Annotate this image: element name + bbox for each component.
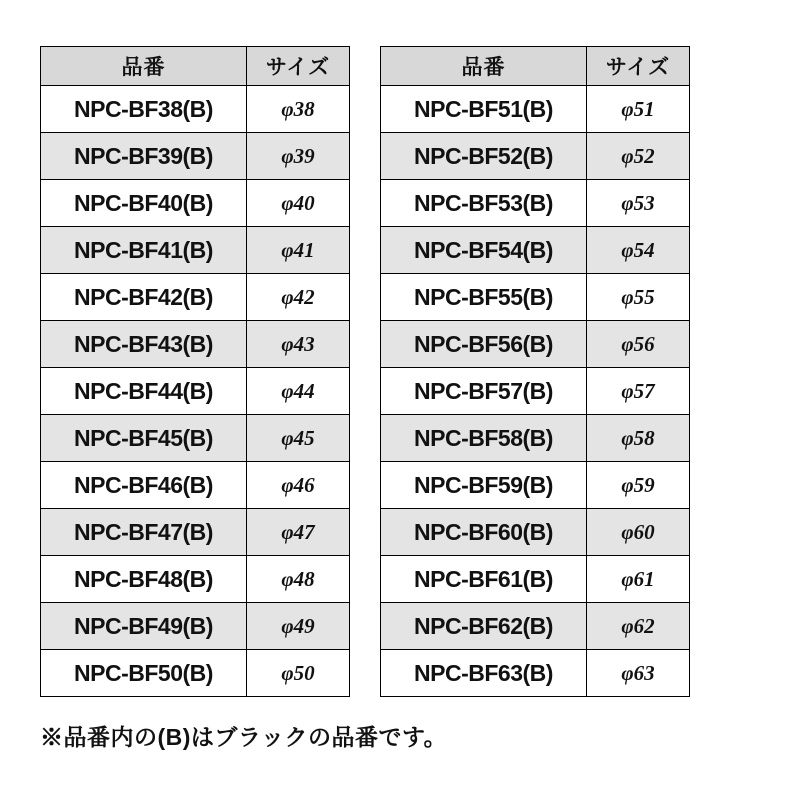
table-row xyxy=(381,180,690,227)
cell-part-number: NPC-BF50(B) xyxy=(41,650,247,697)
table-row xyxy=(41,462,350,509)
cell-size: φ51 xyxy=(587,86,690,133)
cell-size: φ38 xyxy=(247,86,350,133)
cell-part-number: NPC-BF55(B) xyxy=(381,274,587,321)
spec-tables-container xyxy=(40,46,760,697)
cell-part-number: NPC-BF38(B) xyxy=(41,86,247,133)
cell-size: φ39 xyxy=(247,133,350,180)
cell-part-number: NPC-BF58(B) xyxy=(381,415,587,462)
cell-part-number: NPC-BF40(B) xyxy=(41,180,247,227)
cell-part-number: NPC-BF59(B) xyxy=(381,462,587,509)
cell-part-number: NPC-BF63(B) xyxy=(381,650,587,697)
table-row xyxy=(381,368,690,415)
table-row xyxy=(41,86,350,133)
table-row xyxy=(381,556,690,603)
cell-part-number: NPC-BF46(B) xyxy=(41,462,247,509)
cell-part-number: NPC-BF49(B) xyxy=(41,603,247,650)
table-row xyxy=(41,509,350,556)
table-row xyxy=(41,180,350,227)
table-row xyxy=(41,556,350,603)
cell-size: φ40 xyxy=(247,180,350,227)
spec-table-left-header xyxy=(41,47,350,86)
cell-size: φ63 xyxy=(587,650,690,697)
cell-size: φ48 xyxy=(247,556,350,603)
cell-size: φ44 xyxy=(247,368,350,415)
cell-size: φ52 xyxy=(587,133,690,180)
spec-table-left-body xyxy=(41,86,350,697)
cell-size: φ58 xyxy=(587,415,690,462)
spec-table-left xyxy=(40,46,350,697)
cell-size: φ53 xyxy=(587,180,690,227)
table-row xyxy=(41,368,350,415)
spec-table-right-header xyxy=(381,47,690,86)
cell-size: φ59 xyxy=(587,462,690,509)
table-row xyxy=(41,274,350,321)
table-row xyxy=(41,415,350,462)
table-row xyxy=(41,227,350,274)
table-row xyxy=(381,133,690,180)
table-row xyxy=(381,321,690,368)
cell-size: φ56 xyxy=(587,321,690,368)
cell-part-number: NPC-BF47(B) xyxy=(41,509,247,556)
cell-size: φ54 xyxy=(587,227,690,274)
cell-part-number: NPC-BF42(B) xyxy=(41,274,247,321)
cell-size: φ41 xyxy=(247,227,350,274)
cell-size: φ50 xyxy=(247,650,350,697)
cell-part-number: NPC-BF53(B) xyxy=(381,180,587,227)
cell-size: φ47 xyxy=(247,509,350,556)
cell-size: φ61 xyxy=(587,556,690,603)
table-header-row xyxy=(381,47,690,86)
cell-size: φ43 xyxy=(247,321,350,368)
spec-table-right-body xyxy=(381,86,690,697)
cell-part-number: NPC-BF48(B) xyxy=(41,556,247,603)
cell-part-number: NPC-BF61(B) xyxy=(381,556,587,603)
cell-size: φ49 xyxy=(247,603,350,650)
spec-table-right xyxy=(380,46,690,697)
cell-part-number: NPC-BF44(B) xyxy=(41,368,247,415)
cell-part-number: NPC-BF45(B) xyxy=(41,415,247,462)
table-header-row xyxy=(41,47,350,86)
cell-part-number: NPC-BF43(B) xyxy=(41,321,247,368)
footnote: ※品番内の(B)はブラックの品番です。 xyxy=(40,724,448,750)
cell-size: φ45 xyxy=(247,415,350,462)
table-row xyxy=(381,462,690,509)
cell-part-number: NPC-BF39(B) xyxy=(41,133,247,180)
column-header-part-number: 品番 xyxy=(381,47,587,86)
column-header-size: サイズ xyxy=(247,47,350,86)
cell-part-number: NPC-BF51(B) xyxy=(381,86,587,133)
cell-part-number: NPC-BF57(B) xyxy=(381,368,587,415)
cell-size: φ60 xyxy=(587,509,690,556)
cell-size: φ42 xyxy=(247,274,350,321)
table-row xyxy=(381,415,690,462)
table-row xyxy=(381,603,690,650)
cell-part-number: NPC-BF56(B) xyxy=(381,321,587,368)
table-row xyxy=(41,133,350,180)
cell-part-number: NPC-BF41(B) xyxy=(41,227,247,274)
cell-size: φ62 xyxy=(587,603,690,650)
table-row xyxy=(381,650,690,697)
cell-size: φ46 xyxy=(247,462,350,509)
table-row xyxy=(381,274,690,321)
table-row xyxy=(41,321,350,368)
cell-size: φ55 xyxy=(587,274,690,321)
table-row xyxy=(41,603,350,650)
cell-part-number: NPC-BF52(B) xyxy=(381,133,587,180)
table-row xyxy=(41,650,350,697)
cell-size: φ57 xyxy=(587,368,690,415)
cell-part-number: NPC-BF60(B) xyxy=(381,509,587,556)
cell-part-number: NPC-BF54(B) xyxy=(381,227,587,274)
table-row xyxy=(381,227,690,274)
table-row xyxy=(381,86,690,133)
cell-part-number: NPC-BF62(B) xyxy=(381,603,587,650)
column-header-size: サイズ xyxy=(587,47,690,86)
column-header-part-number: 品番 xyxy=(41,47,247,86)
table-row xyxy=(381,509,690,556)
